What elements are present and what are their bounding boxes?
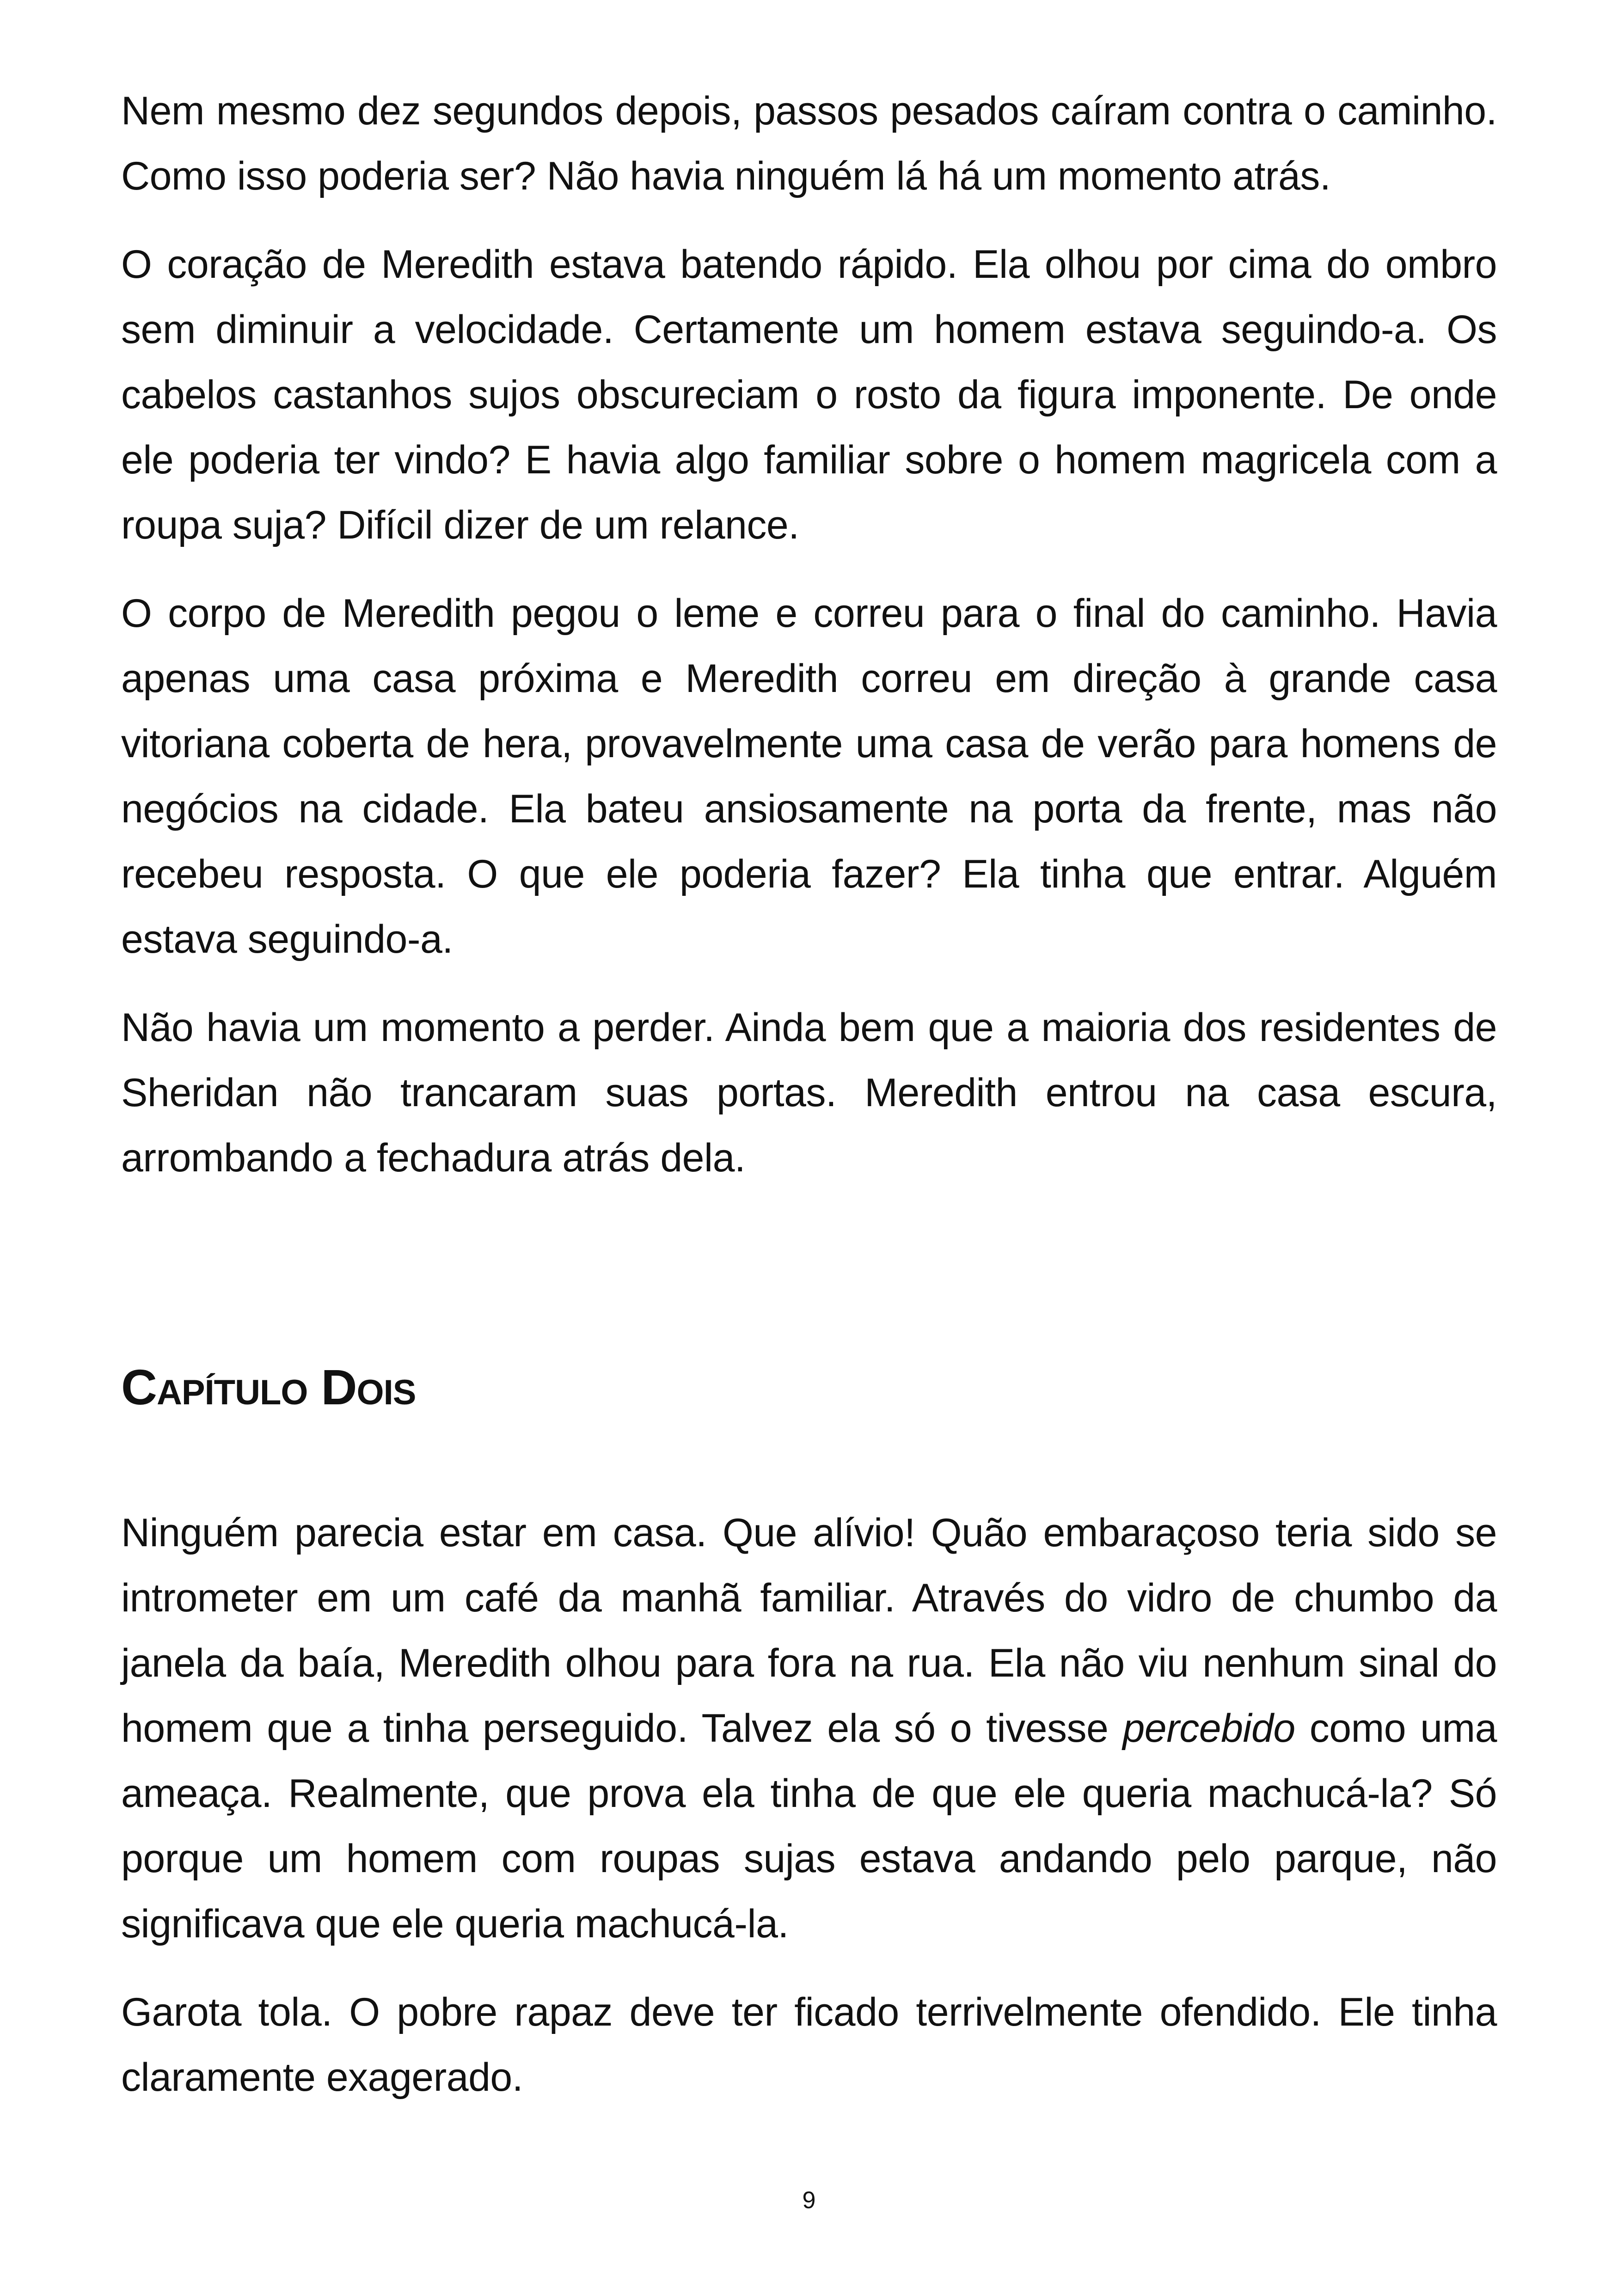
paragraph: Não havia um momento a perder. Ainda bem que a maioria dos residentes de Sheridan não trancaram suas portas. Meredith entrou na casa escura, arrombando a fechadura atrás dela.: [121, 1005, 1497, 1180]
paragraph-text: como uma ameaça. Realmente, que prova ela tinha de que ele queria machucá-la? Só porque um homem com roupas sujas estava andando pelo parque, não significava que ele queria machucá-la.: [121, 1706, 1497, 1946]
paragraph: Nem mesmo dez segundos depois, passos pesados caíram contra o caminho. Como isso poderia ser? Não havia ninguém lá há um momento atrás.: [121, 89, 1497, 198]
paragraph: O corpo de Meredith pegou o leme e correu para o final do caminho. Havia apenas uma casa próxima e Meredith correu em direção à grande casa vitoriana coberta de hera, provavelmente uma casa de verão para homens de negócios na cidade. Ela bateu ansiosamente na porta da frente, mas não recebeu resposta. O que ele poderia fazer? Ela tinha que entrar. Alguém estava seguindo-a.: [121, 591, 1497, 961]
emphasized-word: percebido: [1122, 1706, 1295, 1751]
paragraph: [121, 1500, 1497, 1957]
paragraph-text: Ninguém parecia estar em casa. Que alívio! Quão embaraçoso teria sido se intrometer em um café da manhã familiar. Através do vidro de chumbo da janela da baía, Meredith olhou para fora na rua. Ela não viu nenhum sinal do homem que a tinha perseguido. Talvez ela só o tivesse: [121, 1511, 1497, 1751]
chapter-title: Capítulo Dois: [121, 1359, 416, 1415]
paragraph: O coração de Meredith estava batendo rápido. Ela olhou por cima do ombro sem diminuir a velocidade. Certamente um homem estava seguindo-a. Os cabelos castanhos sujos obscureciam o rosto da figura imponente. De onde ele poderia ter vindo? E havia algo familiar sobre o homem magricela com a roupa suja? Difícil dizer de um relance.: [121, 242, 1497, 547]
paragraph: Garota tola. O pobre rapaz deve ter ficado terrivelmente ofendido. Ele tinha claramente exagerado.: [121, 1990, 1497, 2100]
page-body: [121, 79, 1497, 2133]
page-number: 9: [802, 2187, 816, 2214]
